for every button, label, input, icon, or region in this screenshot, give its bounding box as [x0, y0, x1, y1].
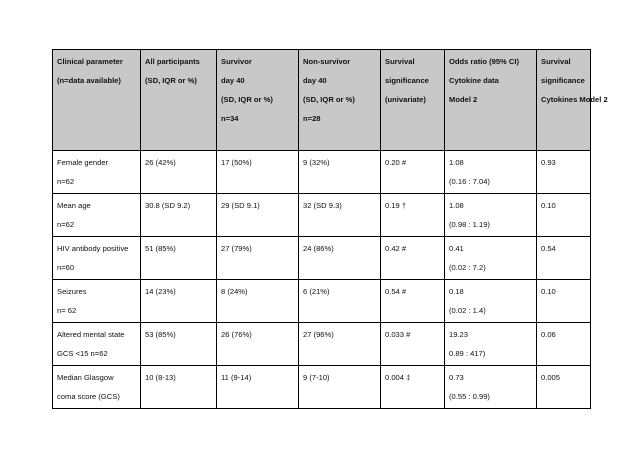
- table-row: [53, 280, 591, 323]
- cell-all: 26 (42%): [141, 151, 217, 194]
- cell-all: 10 (8-13): [141, 366, 217, 409]
- cell-parameter: Median Glasgow coma score (GCS): [53, 366, 141, 409]
- table-row: [53, 366, 591, 409]
- header-survival-significance: Survival significance (univariate): [381, 50, 445, 151]
- cell-all: 14 (23%): [141, 280, 217, 323]
- cell-non-survivor: 9 (7-10): [299, 366, 381, 409]
- cell-significance-cytokines: 0.54: [537, 237, 591, 280]
- header-clinical-parameter: Clinical parameter (n=data available): [53, 50, 141, 151]
- cell-significance: 0.004 ‡: [381, 366, 445, 409]
- cell-all: 53 (85%): [141, 323, 217, 366]
- cell-non-survivor: 9 (32%): [299, 151, 381, 194]
- cell-odds-ratio: 0.41 (0.02 : 7.2): [445, 237, 537, 280]
- cell-odds-ratio: 0.73 (0.55 : 0.99): [445, 366, 537, 409]
- cell-non-survivor: 27 (96%): [299, 323, 381, 366]
- cell-significance: 0.42 #: [381, 237, 445, 280]
- cell-parameter: Female gender n=62: [53, 151, 141, 194]
- cell-parameter: Seizures n= 62: [53, 280, 141, 323]
- cell-odds-ratio: 1.08 (0.16 : 7.04): [445, 151, 537, 194]
- header-survival-significance-cytokines: Survival significance Cytokines Model 2: [537, 50, 591, 151]
- cell-survivor: 29 (SD 9.1): [217, 194, 299, 237]
- header-all-participants: All participants (SD, IQR or %): [141, 50, 217, 151]
- cell-odds-ratio: 1.08 (0.98 : 1.19): [445, 194, 537, 237]
- cell-survivor: 27 (79%): [217, 237, 299, 280]
- cell-odds-ratio: 19.23 0.89 : 417): [445, 323, 537, 366]
- cell-significance: 0.54 #: [381, 280, 445, 323]
- cell-survivor: 8 (24%): [217, 280, 299, 323]
- cell-significance-cytokines: 0.93: [537, 151, 591, 194]
- cell-significance: 0.19 †: [381, 194, 445, 237]
- header-survivor: Survivor day 40 (SD, IQR or %) n=34: [217, 50, 299, 151]
- cell-non-survivor: 24 (86%): [299, 237, 381, 280]
- cell-significance-cytokines: 0.10: [537, 194, 591, 237]
- cell-significance-cytokines: 0.005: [537, 366, 591, 409]
- cell-odds-ratio: 0.18 (0.02 : 1.4): [445, 280, 537, 323]
- cell-significance: 0.20 #: [381, 151, 445, 194]
- cell-non-survivor: 32 (SD 9.3): [299, 194, 381, 237]
- cell-parameter: HIV antibody positive n=60: [53, 237, 141, 280]
- cell-survivor: 11 (9-14): [217, 366, 299, 409]
- cell-non-survivor: 6 (21%): [299, 280, 381, 323]
- cell-significance-cytokines: 0.06: [537, 323, 591, 366]
- clinical-parameters-table: [52, 49, 608, 409]
- table-row: [53, 237, 591, 280]
- cell-all: 51 (85%): [141, 237, 217, 280]
- cell-survivor: 26 (76%): [217, 323, 299, 366]
- cell-all: 30.8 (SD 9.2): [141, 194, 217, 237]
- cell-significance: 0.033 #: [381, 323, 445, 366]
- cell-significance-cytokines: 0.10: [537, 280, 591, 323]
- table-row: [53, 151, 591, 194]
- table-row: [53, 194, 591, 237]
- header-odds-ratio: Odds ratio (95% CI) Cytokine data Model 2: [445, 50, 537, 151]
- table-row: [53, 323, 591, 366]
- header-row: [53, 50, 591, 151]
- cell-parameter: Mean age n=62: [53, 194, 141, 237]
- cell-parameter: Altered mental state GCS <15 n=62: [53, 323, 141, 366]
- cell-survivor: 17 (50%): [217, 151, 299, 194]
- header-non-survivor: Non-survivor day 40 (SD, IQR or %) n=28: [299, 50, 381, 151]
